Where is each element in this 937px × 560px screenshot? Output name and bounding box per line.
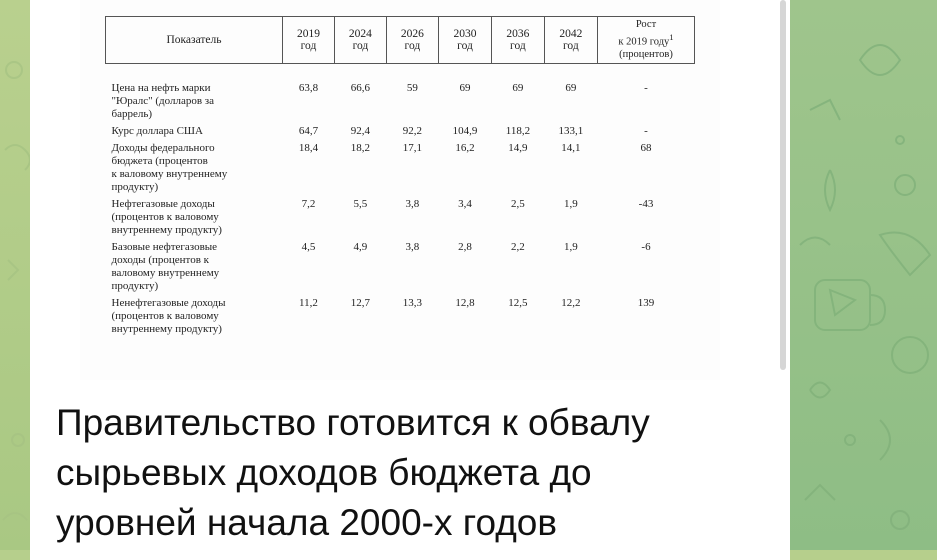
doodle-triangle-icon [810,100,840,120]
row-value-2024: 18,2 [350,141,371,154]
row-growth: 68 [640,141,652,154]
row-value-2026: 3,8 [405,197,420,210]
table-row [106,241,695,293]
row-value-2030: 16,2 [455,141,475,154]
row-indicator-name [106,241,283,293]
table-row [106,82,695,121]
row-value-2030: 104,9 [452,124,478,137]
doodle-telegram-plane-icon [830,290,855,315]
row-value-2024: 12,7 [350,296,371,309]
header-year-2024: 2024 год [334,17,386,64]
row-name-line: "Юралс" (долларов за [111,94,215,107]
row-name-line: Курс доллара США [111,124,203,137]
doodle-dot-icon [12,434,24,446]
row-value-2024: 92,4 [350,124,371,137]
row-name-line: (процентов к валовому [111,309,219,322]
row-name-line: внутреннему продукту) [111,322,222,335]
row-name-line: баррель) [111,107,153,120]
row-value-2024: 4,9 [353,240,368,253]
row-indicator-name [106,142,283,194]
row-value-2026: 92,2 [402,124,422,137]
doodle-bird-icon [860,45,900,75]
row-growth: -43 [638,197,654,210]
row-name-line: продукту) [111,279,159,292]
row-value-2036: 12,5 [508,296,528,309]
row-value-2026: 13,3 [402,296,422,309]
table-row [106,125,695,138]
doodle-swirl-icon [5,145,30,170]
row-value-2036: 69 [512,81,524,94]
scrollbar[interactable] [780,0,786,370]
table-row [106,142,695,194]
headline-line-3: уровней начала 2000-х годов [56,502,558,543]
row-name-line: бюджета (процентов [111,154,208,167]
table-image[interactable] [80,0,720,380]
doodle-dot-icon [845,435,855,445]
row-name-line: доходы (процентов к [111,253,209,266]
row-growth: -6 [641,240,651,253]
row-value-2030: 3,4 [458,197,472,210]
row-indicator-name [106,82,283,121]
row-value-2030: 69 [459,81,471,94]
doodle-strawberry-icon [892,337,928,373]
doodle-fish-icon [880,233,930,276]
row-name-line: продукту) [111,180,159,193]
row-name-line: Ненефтегазовые доходы [111,296,226,309]
row-indicator-name [106,297,283,336]
doodle-leaf-icon [825,170,835,210]
row-name-line: Доходы федерального [111,141,215,154]
header-year-2030: 2030 год [438,17,491,64]
header-year-2019: 2019 год [283,17,335,64]
budget-forecast-table [105,16,695,340]
doodle-swirl-icon [810,383,830,398]
row-value-2019: 11,2 [299,296,318,309]
doodle-arc-icon [880,420,890,460]
post-headline [56,398,776,548]
row-value-2019: 64,7 [298,124,319,137]
table-gap-row [106,336,695,340]
row-name-line: Нефтегазовые доходы [111,197,215,210]
doodle-arc-icon [800,238,830,246]
row-value-2042: 1,9 [563,197,578,210]
row-value-2042: 12,2 [561,296,581,309]
row-value-2036: 2,2 [511,240,525,253]
row-value-2036: 118,2 [505,124,531,137]
row-growth: - [644,81,648,94]
doodle-circle-icon [891,511,909,529]
table-row [106,297,695,336]
row-value-2024: 66,6 [350,81,371,94]
row-value-2019: 7,2 [301,197,316,210]
row-value-2042: 14,1 [561,141,581,154]
row-growth: - [644,124,648,137]
header-year-2026: 2026 год [386,17,438,64]
row-name-line: (процентов к валовому [111,210,219,223]
row-growth: 139 [637,296,655,309]
row-value-2042: 133,1 [558,124,584,137]
row-value-2019: 63,8 [298,81,319,94]
row-value-2042: 69 [565,81,577,94]
table-spacer-row [106,63,695,82]
row-value-2026: 3,8 [405,240,420,253]
row-value-2019: 4,5 [301,240,316,253]
row-value-2036: 14,9 [508,141,528,154]
doodle-dot-icon [896,136,904,144]
doodle-arc-icon [3,513,27,520]
header-year-2036: 2036 год [492,17,545,64]
header-year-2042: 2042 год [544,17,597,64]
row-value-2042: 1,9 [563,240,578,253]
row-indicator-name [106,198,283,237]
row-name-line: валовому внутреннему [111,266,220,279]
row-value-2036: 2,5 [511,197,525,210]
row-value-2026: 17,1 [402,141,422,154]
row-value-2030: 2,8 [458,240,472,253]
row-name-line: к валовому внутреннему [111,167,228,180]
row-indicator-name [106,125,283,138]
row-value-2024: 5,5 [353,197,368,210]
row-value-2026: 59 [406,81,418,94]
header-growth: Рост к 2019 году$^1$ (процентов) [598,17,695,64]
row-name-line: Цена на нефть марки [111,81,211,94]
doodle-circle-icon [6,62,22,78]
header-indicator: Показатель [106,17,283,64]
row-value-2030: 12,8 [455,296,475,309]
row-value-2019: 18,4 [298,141,319,154]
row-name-line: внутреннему продукту) [111,223,222,236]
table-header-row [106,17,695,64]
doodle-chevron-icon [805,485,835,500]
table-row [106,198,695,237]
doodle-mug-icon [815,280,870,330]
doodle-paw-icon [895,175,915,195]
doodle-mug-handle-icon [870,295,885,325]
headline-line-2: сырьевых доходов бюджета до [56,452,592,493]
doodle-chevron-icon [8,260,18,280]
row-name-line: Базовые нефтегазовые [111,240,218,253]
headline-line-1: Правительство готовится к обвалу [56,402,650,443]
